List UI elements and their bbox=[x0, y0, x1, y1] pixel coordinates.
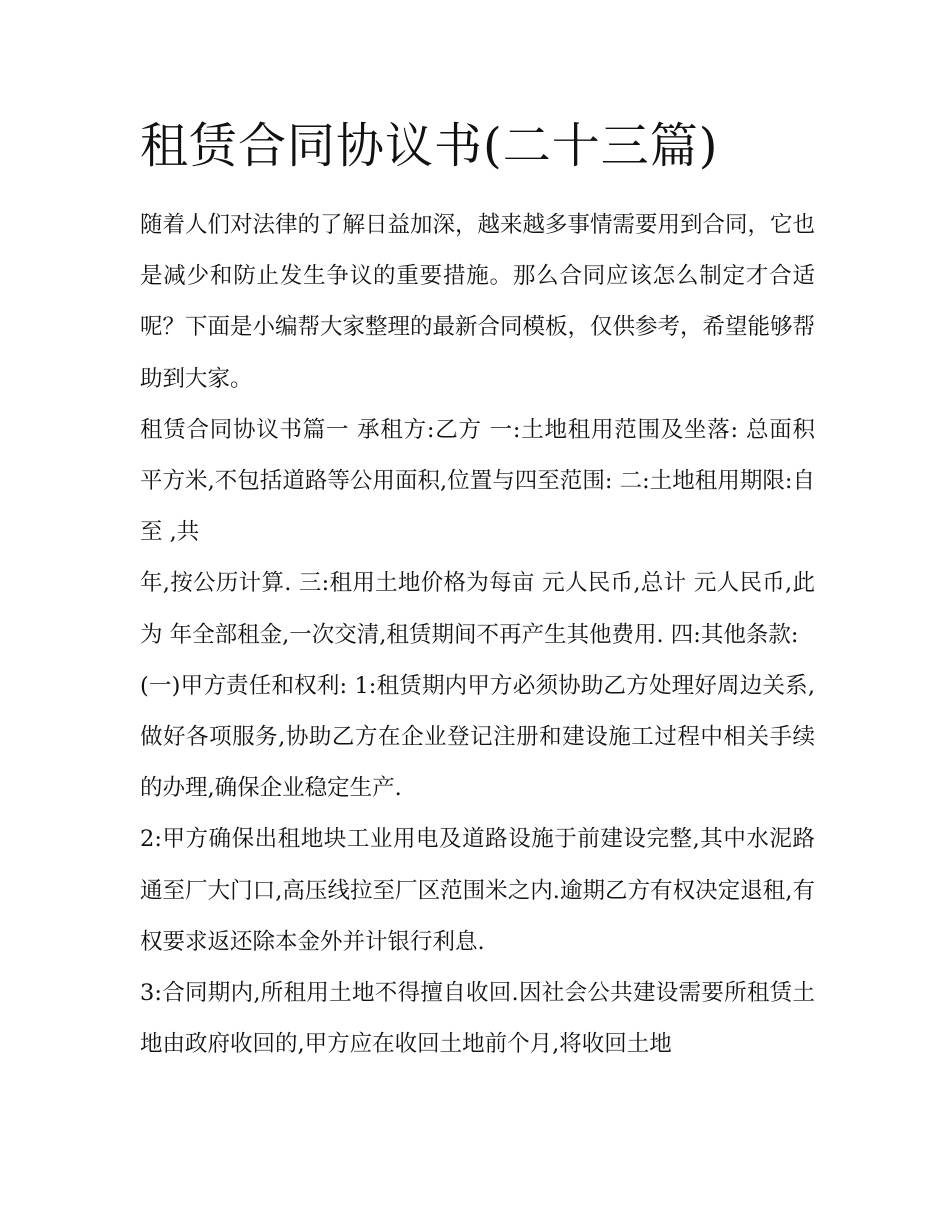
clause-power-road-paragraph: 2:甲方确保出租地块工业用电及道路设施于前建设完整,其中水泥路通至厂大门口,高压线拉至厂区范围米之内.逾期乙方有权决定退租,有权要求返还除本金外并计银行利息. bbox=[140, 826, 815, 955]
clause-price-paragraph: 年,按公历计算. 三:租用土地价格为每亩 元人民币,总计 元人民币,此为 年全部租金,一次交清,租赁期间不再产生其他费用. 四:其他条款: bbox=[140, 570, 815, 648]
intro-paragraph: 随着人们对法律的了解日益加深，越来越多事情需要用到合同，它也是减少和防止发生争议的重要措施。那么合同应该怎么制定才合适呢？下面是小编帮大家整理的最新合同模板，仅供参考，希望能够帮助到大家。 bbox=[140, 212, 816, 392]
document-page bbox=[140, 112, 815, 1070]
clause-party-a-rights-paragraph: (一)甲方责任和权利: 1:租赁期内甲方必须协助乙方处理好周边关系,做好各项服务,协助乙方在企业登记注册和建设施工过程中相关手续的办理,确保企业稳定生产. bbox=[140, 672, 815, 802]
clause-scope-paragraph: 租赁合同协议书篇一 承租方:乙方 一:土地租用范围及坐落: 总面积 平方米,不包括道路等公用面积,位置与四至范围: 二:土地租用期限:自 至 ,共 bbox=[140, 416, 815, 546]
document-title: 租赁合同协议书(二十三篇) bbox=[140, 118, 719, 174]
clause-land-recovery-paragraph: 3:合同期内,所租用土地不得擅自收回.因社会公共建设需要所租赁土地由政府收回的,甲方应在收回土地前个月,将收回土地 bbox=[140, 980, 815, 1058]
